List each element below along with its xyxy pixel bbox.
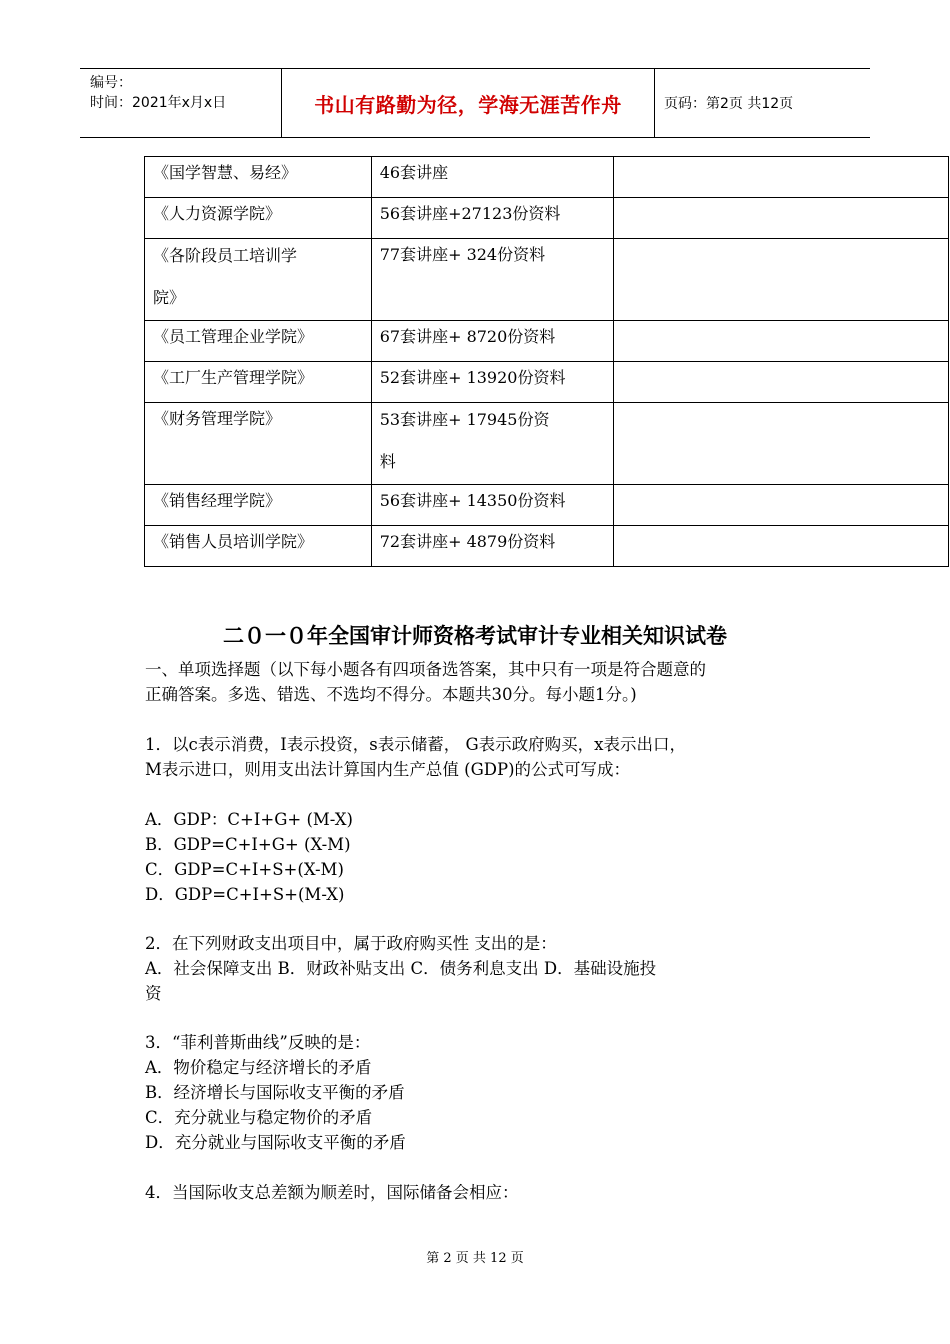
course-content-line: 料 [379, 452, 396, 471]
table-row [145, 403, 949, 485]
table-row [145, 239, 949, 321]
number-label: 编号： [90, 75, 132, 91]
course-content: 56套讲座+27123份资料 [371, 198, 614, 239]
question-stem: 1．以c表示消费，I表示投资，s表示储蓄， G表示政府购买，x表示出口， [145, 735, 686, 754]
course-note [614, 362, 949, 403]
header-page-cell [654, 69, 870, 137]
instruction-line: 正确答案。多选、错选、不选均不得分。本题共30分。每小题1分。) [145, 685, 637, 704]
course-note [614, 157, 949, 198]
course-content-line: 53套讲座+ 17945份资 [379, 410, 550, 429]
instruction-line: 一、单项选择题（以下每小题各有四项备选答案，其中只有一项是符合题意的 [145, 660, 706, 679]
question-stem: M表示进口，则用支出法计算国内生产总值 (GDP)的公式可写成： [145, 760, 631, 779]
section-instructions [145, 657, 825, 707]
course-note [614, 526, 949, 567]
option-c: C．充分就业与稳定物价的矛盾 [145, 1108, 373, 1127]
page-footer: 第 2 页 共 12 页 [426, 1251, 524, 1266]
course-content: 52套讲座+ 13920份资料 [371, 362, 614, 403]
course-name: 《员工管理企业学院》 [145, 321, 372, 362]
option-a: A．GDP：C+I+G+ (M-X) [145, 810, 353, 829]
question-stem: 2．在下列财政支出项目中，属于政府购买性 支出的是： [145, 934, 557, 953]
course-note [614, 485, 949, 526]
question-3 [145, 1030, 825, 1155]
option-d: D．充分就业与国际收支平衡的矛盾 [145, 1133, 406, 1152]
table-row [145, 485, 949, 526]
option-b: B．经济增长与国际收支平衡的矛盾 [145, 1083, 405, 1102]
question-1-options [145, 807, 825, 907]
course-note [614, 198, 949, 239]
question-stem: 4．当国际收支总差额为顺差时，国际储备会相应： [145, 1183, 519, 1202]
course-note [614, 321, 949, 362]
question-1 [145, 732, 825, 782]
course-content: 67套讲座+ 8720份资料 [371, 321, 614, 362]
table-row [145, 321, 949, 362]
course-name: 《销售经理学院》 [145, 485, 372, 526]
header-motto-cell [282, 69, 655, 137]
page-info: 页码：第2页 共12页 [664, 96, 794, 112]
course-content: 46套讲座 [371, 157, 614, 198]
course-content: 72套讲座+ 4879份资料 [371, 526, 614, 567]
course-name: 《国学智慧、易经》 [145, 157, 372, 198]
option-c: C．GDP=C+I+S+(X-M) [145, 860, 344, 879]
exam-title: 二０一０年全国审计师资格考试审计专业相关知识试卷 [223, 624, 727, 648]
course-content: 56套讲座+ 14350份资料 [371, 485, 614, 526]
question-4 [145, 1180, 825, 1205]
course-note [614, 403, 949, 485]
time-label: 时间：2021年x月x日 [90, 95, 227, 111]
page-header [80, 68, 870, 138]
header-meta [80, 69, 282, 137]
option-a: A．物价稳定与经济增长的矛盾 [145, 1058, 372, 1077]
table-row [145, 526, 949, 567]
table-row [145, 362, 949, 403]
course-name: 《财务管理学院》 [145, 403, 372, 485]
course-name: 《销售人员培训学院》 [145, 526, 372, 567]
question-stem: 3．“菲利普斯曲线”反映的是： [145, 1033, 371, 1052]
course-content [371, 403, 614, 485]
course-content: 77套讲座+ 324份资料 [371, 239, 614, 321]
motto: 书山有路勤为径，学海无涯苦作舟 [314, 92, 622, 117]
option-b: B．GDP=C+I+G+ (X-M) [145, 835, 351, 854]
course-name-line: 《各阶段员工培训学 [153, 246, 298, 265]
course-name [145, 239, 372, 321]
course-name: 《人力资源学院》 [145, 198, 372, 239]
table-row [145, 198, 949, 239]
course-name-line: 院》 [153, 288, 186, 307]
question-2 [145, 931, 825, 1006]
question-options: A．社会保障支出 B．财政补贴支出 C．债务利息支出 D．基础设施投 [145, 959, 657, 978]
course-note [614, 239, 949, 321]
table-row [145, 157, 949, 198]
option-d: D．GDP=C+I+S+(M-X) [145, 885, 345, 904]
course-table [144, 156, 949, 567]
question-options: 资 [145, 984, 162, 1003]
course-name: 《工厂生产管理学院》 [145, 362, 372, 403]
